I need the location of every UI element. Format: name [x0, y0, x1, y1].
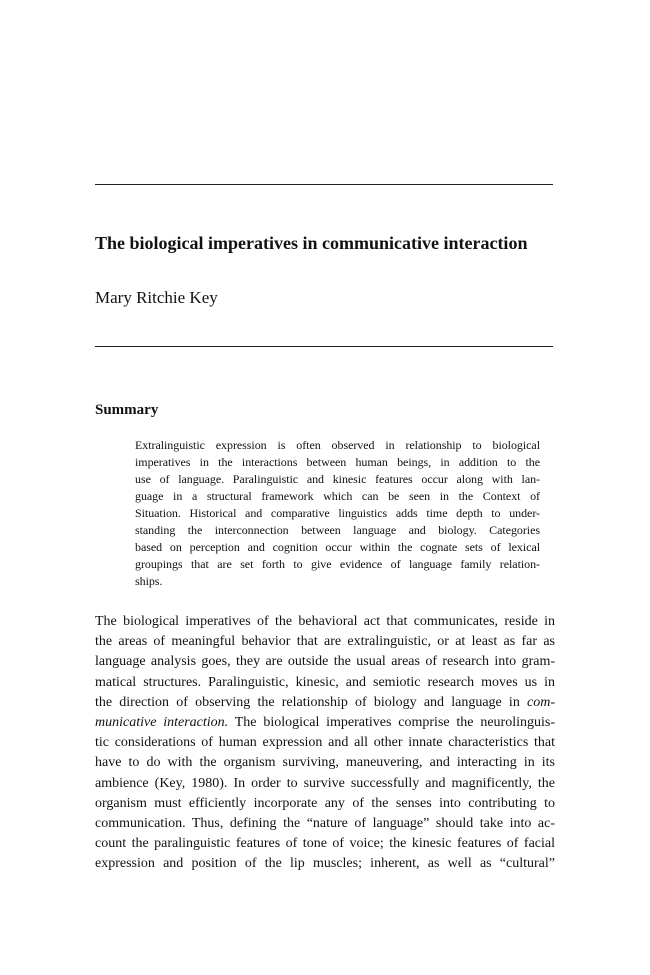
body-line: matical structures. Paralinguistic, kinesic, and semiotic research moves us in [95, 674, 555, 690]
summary-heading: Summary [95, 402, 159, 418]
abstract-line: imperatives in the interactions between human beings, in addition to the [135, 455, 540, 469]
abstract-line: use of language. Paralinguistic and kinesic features occur along with lan- [135, 472, 540, 486]
body-line: communication. Thus, defining the “nature of language” should take into ac- [95, 815, 555, 831]
body-line: the areas of meaningful behavior that are extralinguistic, or at least as far as [95, 634, 555, 650]
body-line [95, 713, 555, 733]
body-line: The biological imperatives of the behavioral act that communicates, reside in [95, 614, 555, 629]
body-line: count the paralinguistic features of tone of voice; the kinesic features of facial [95, 836, 555, 852]
italic-term: municative interaction. [95, 714, 229, 730]
body-line: tic considerations of human expression and all other innate characteristics that [95, 735, 555, 751]
bottom-rule [95, 346, 553, 347]
italic-term: com- [527, 694, 555, 710]
body-line: ambience (Key, 1980). In order to survive successfully and magnificently, the [95, 775, 555, 791]
abstract-line: Situation. Historical and comparative linguistics adds time depth to under- [135, 506, 540, 520]
abstract-line: groupings that are set forth to give evidence of language family relation- [135, 557, 540, 571]
abstract-line: Extralinguistic expression is often observed in relationship to biological [135, 438, 540, 452]
abstract-line: based on perception and cognition occur within the cognate sets of lexical [135, 540, 540, 554]
abstract-line: standing the interconnection between language and biology. Categories [135, 523, 540, 537]
article-title: The biological imperatives in communicative interaction [95, 233, 528, 253]
author-name: Mary Ritchie Key [95, 288, 218, 307]
body-line: have to do with the organism surviving, maneuvering, and interacting in its [95, 755, 555, 771]
summary-abstract [135, 437, 540, 590]
body-line: language analysis goes, they are outside the usual areas of research into gram- [95, 654, 555, 670]
body-line [95, 693, 555, 713]
body-text-run: The biological imperatives comprise the neurolinguis- [228, 714, 556, 730]
body-paragraph [95, 612, 555, 874]
abstract-line: ships. [135, 574, 163, 588]
body-line: expression and position of the lip muscles; inherent, as well as “cultural” [95, 856, 555, 872]
top-rule [95, 184, 553, 185]
body-line: organism must efficiently incorporate any of the senses into contributing to [95, 795, 555, 811]
abstract-line: guage in a structural framework which can be seen in the Context of [135, 489, 540, 503]
body-text-run: the direction of observing the relationship of biology and language in [95, 694, 527, 710]
